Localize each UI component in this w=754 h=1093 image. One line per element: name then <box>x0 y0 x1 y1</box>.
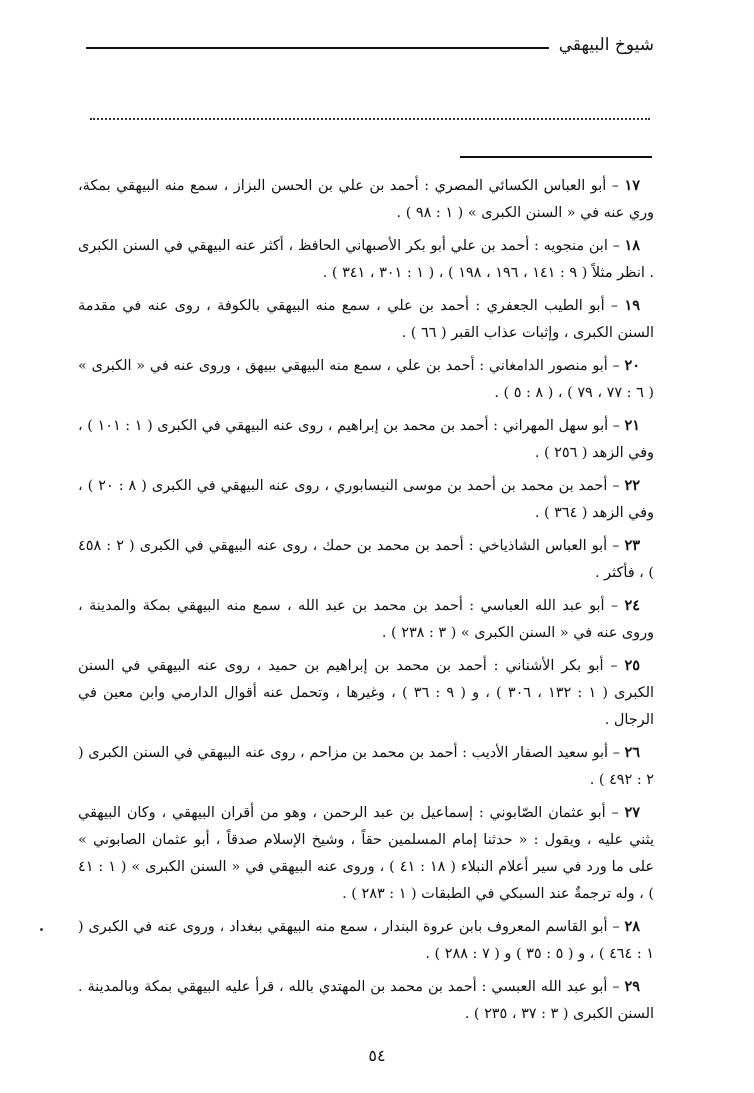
entry-text: أبو سعيد الصفار الأديب : أحمد بن محمد بن مزاحم ، روى عنه البيهقي في السنن الكبرى ( ٢ : ٤٩٢ ) . <box>78 745 654 788</box>
entry-number: ٢١ <box>624 417 640 434</box>
entry-text: أبو عثمان الصّابوني : إسماعيل بن عبد الرحمن ، وهو من أقران البيهقي ، وكان البيهقي يثني عليه ، ويقول : « حدثنا إمام المسلمين حقاً ، وشيخ الإسلام صدقاً ، أبو عثمان الصابوني » على ما ورد في سير أعلام النبلاء ( ١٨ : ٤١ ) ، وروى عنه البيهقي في « السنن الكبرى » ( ١ : ٤١ ) ، وله ترجمةٌ عند السبكي في الطبقات ( ١ : ٢٨٣ ) . <box>78 805 654 902</box>
entry-number: ٢٤ <box>624 597 640 614</box>
running-header <box>86 30 654 60</box>
entry-number: ٢٣ <box>624 537 640 554</box>
entry-27: ٢٧ – أبو عثمان الصّابوني : إسماعيل بن عبد الرحمن ، وهو من أقران البيهقي ، وكان البيهقي يثني عليه ، ويقول : « حدثنا إمام المسلمين حقاً ، وشيخ الإسلام صدقاً ، أبو عثمان الصابوني » على ما ورد في سير أعلام النبلاء ( ١٨ : ٤١ ) ، وروى عنه البيهقي في « السنن الكبرى » ( ١ : ٤١ ) ، وله ترجمةٌ عند السبكي في الطبقات ( ١ : ٢٨٣ ) . <box>78 804 654 902</box>
page-number: ٥٤ <box>368 1046 386 1065</box>
entry-number: ٢٠ <box>624 357 640 374</box>
header-title: شيوخ البيهقي <box>558 35 654 55</box>
entry-number: ٢٢ <box>624 477 640 494</box>
dotted-separator <box>90 118 650 124</box>
entry-17: ١٧ – أبو العباس الكسائي المصري : أحمد بن علي بن الحسن البزاز ، سمع منه البيهقي بمكة، وري عنه في « السنن الكبرى » ( ١ : ٩٨ ) . <box>78 177 654 221</box>
entry-text: أبو العباس الشاذياخي : أحمد بن محمد بن حمك ، روى عنه البيهقي في الكبرى ( ٢ : ٤٥٨ ) ، فأكثر . <box>78 538 654 581</box>
entry-29: ٢٩ – أبو عبد الله العبسي : أحمد بن محمد بن المهتدي بالله ، قرأ عليه البيهقي بمكة وبالمدينة . السنن الكبرى ( ٣ : ٣٧ ، ٢٣٥ ) . <box>78 978 654 1022</box>
entry-text: أبو الطيب الجعفري : أحمد بن علي ، سمع منه البيهقي بالكوفة ، روى عنه في مقدمة السنن الكبرى ، وإثبات عذاب القبر ( ٦٦ ) . <box>78 298 654 341</box>
entry-22: ٢٢ – أحمد بن محمد بن أحمد بن موسى النيسابوري ، روى عنه البيهقي في الكبرى ( ٨ : ٢٠ ) ، وفي الزهد ( ٣٦٤ ) . <box>78 477 654 521</box>
entry-number: ٢٩ <box>624 978 640 995</box>
entry-26: ٢٦ – أبو سعيد الصفار الأديب : أحمد بن محمد بن مزاحم ، روى عنه البيهقي في السنن الكبرى ( ٢ : ٤٩٢ ) . <box>78 744 654 788</box>
entry-number: ١٩ <box>624 297 640 314</box>
header-rule <box>86 47 549 49</box>
entry-23: ٢٣ – أبو العباس الشاذياخي : أحمد بن محمد بن حمك ، روى عنه البيهقي في الكبرى ( ٢ : ٤٥٨ ) ، فأكثر . <box>78 537 654 581</box>
entry-number: ١٧ <box>624 177 640 194</box>
entry-25: ٢٥ – أبو بكر الأشناني : أحمد بن محمد بن إبراهيم بن حميد ، روى عنه البيهقي في السنن الكبرى ( ١ : ١٣٢ ، ٣٠٦ ) ، و ( ٩ : ٣٦ ) ، وغيرها ، وتحمل عنه أقوال الدارمي وابن معين في الرجال . <box>78 657 655 728</box>
entry-18: ١٨ – ابن منجويه : أحمد بن علي أبو بكر الأصبهاني الحافظ ، أكثر عنه البيهقي في السنن الكبرى . انظر مثلاً ( ٩ : ١٤١ ، ١٩٦ ، ١٩٨ ) ، ( ١ : ٣٠١ ، ٣٤١ ) . <box>78 237 654 281</box>
section-rule <box>460 156 652 158</box>
entries-list <box>78 172 654 1033</box>
entry-number: ٢٨ <box>624 918 640 935</box>
entry-text: أبو العباس الكسائي المصري : أحمد بن علي بن الحسن البزاز ، سمع منه البيهقي بمكة، وري عنه في « السنن الكبرى » ( ١ : ٩٨ ) . <box>78 178 654 221</box>
entry-text: أبو القاسم المعروف بابن عروة البندار ، سمع منه البيهقي ببغداد ، وروى عنه في الكبرى ( ١ : ٤٦٤ ) ، و ( ٥ : ٣٥ ) و ( ٧ : ٢٨٨ ) . <box>78 919 654 962</box>
print-speck <box>40 928 43 931</box>
entry-24: ٢٤ – أبو عبد الله العباسي : أحمد بن محمد بن عبد الله ، سمع منه البيهقي بمكة والمدينة ، وروى عنه في « السنن الكبرى » ( ٣ : ٢٣٨ ) . <box>78 597 654 641</box>
entry-number: ٢٧ <box>624 804 640 821</box>
entry-19: ١٩ – أبو الطيب الجعفري : أحمد بن علي ، سمع منه البيهقي بالكوفة ، روى عنه في مقدمة السنن الكبرى ، وإثبات عذاب القبر ( ٦٦ ) . <box>78 297 654 341</box>
entry-number: ١٨ <box>624 237 640 254</box>
entry-text: أبو سهل المهراني : أحمد بن محمد بن إبراهيم ، روى عنه البيهقي في الكبرى ( ١ : ١٠١ ) ، وفي الزهد ( ٢٥٦ ) . <box>78 418 654 461</box>
entry-text: ابن منجويه : أحمد بن علي أبو بكر الأصبهاني الحافظ ، أكثر عنه البيهقي في السنن الكبرى . انظر مثلاً ( ٩ : ١٤١ ، ١٩٦ ، ١٩٨ ) ، ( ١ : ٣٠١ ، ٣٤١ ) . <box>78 238 654 281</box>
entry-text: أبو عبد الله العباسي : أحمد بن محمد بن عبد الله ، سمع منه البيهقي بمكة والمدينة ، وروى عنه في « السنن الكبرى » ( ٣ : ٢٣٨ ) . <box>78 598 654 641</box>
entry-text: أحمد بن محمد بن أحمد بن موسى النيسابوري ، روى عنه البيهقي في الكبرى ( ٨ : ٢٠ ) ، وفي الزهد ( ٣٦٤ ) . <box>78 478 654 521</box>
entry-20: ٢٠ – أبو منصور الدامغاني : أحمد بن علي ، سمع منه البيهقي ببيهق ، وروى عنه في « الكبرى » ( ٦ : ٧٧ ، ٧٩ ) ، ( ٨ : ٥ ) . <box>78 357 654 401</box>
entry-number: ٢٥ <box>624 657 640 674</box>
entry-28: ٢٨ – أبو القاسم المعروف بابن عروة البندار ، سمع منه البيهقي ببغداد ، وروى عنه في الكبرى ( ١ : ٤٦٤ ) ، و ( ٥ : ٣٥ ) و ( ٧ : ٢٨٨ ) . <box>78 918 654 962</box>
entry-text: أبو منصور الدامغاني : أحمد بن علي ، سمع منه البيهقي ببيهق ، وروى عنه في « الكبرى » ( ٦ : ٧٧ ، ٧٩ ) ، ( ٨ : ٥ ) . <box>78 358 654 401</box>
entry-text: أبو بكر الأشناني : أحمد بن محمد بن إبراهيم بن حميد ، روى عنه البيهقي في السنن الكبرى ( ١ : ١٣٢ ، ٣٠٦ ) ، و ( ٩ : ٣٦ ) ، وغيرها ، وتحمل عنه أقوال الدارمي وابن معين في الرجال . <box>78 658 655 728</box>
entry-number: ٢٦ <box>624 744 640 761</box>
entry-21: ٢١ – أبو سهل المهراني : أحمد بن محمد بن إبراهيم ، روى عنه البيهقي في الكبرى ( ١ : ١٠١ ) ، وفي الزهد ( ٢٥٦ ) . <box>78 417 654 461</box>
entry-text: أبو عبد الله العبسي : أحمد بن محمد بن المهتدي بالله ، قرأ عليه البيهقي بمكة وبالمدينة . السنن الكبرى ( ٣ : ٣٧ ، ٢٣٥ ) . <box>78 979 654 1022</box>
